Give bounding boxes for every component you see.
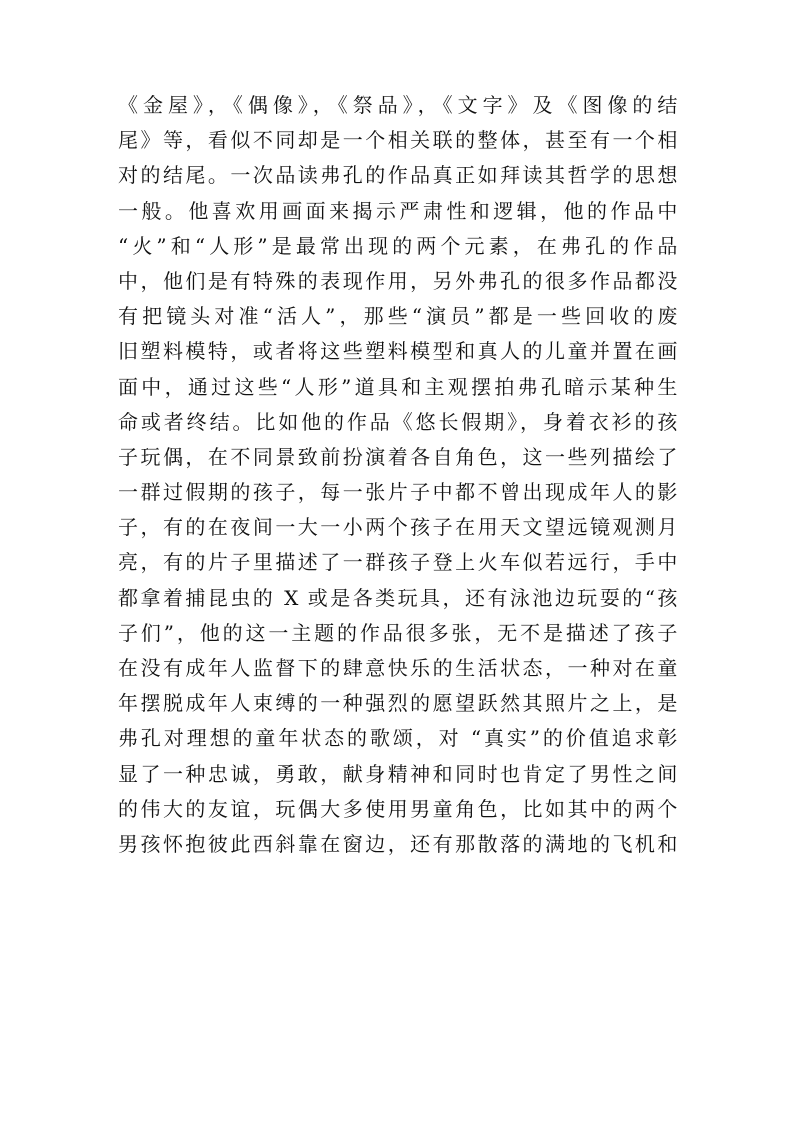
- body-paragraph: [118, 88, 678, 862]
- text-line: 在没有成年人监督下的肆意快乐的生活状态，一种对在童: [118, 656, 678, 680]
- text-line: 显了一种忠诚，勇敢，献身精神和同时也肯定了男性之间: [118, 761, 678, 786]
- text-line: 中，他们是有特殊的表现作用，另外弗孔的很多作品都没: [118, 268, 678, 293]
- text-line: 命或者终结。比如他的作品《悠长假期》，身着衣衫的孩: [118, 409, 678, 434]
- text-line: 年摆脱成年人束缚的一种强烈的愿望跃然其照片之上，是: [118, 691, 678, 716]
- text-line: 面中，通过这些“人形”道具和主观摆拍弗孔暗示某种生: [118, 374, 678, 399]
- text-line: 都拿着捕昆虫的 X 或是各类玩具，还有泳池边玩耍的“孩: [118, 585, 678, 610]
- text-line: 弗孔对理想的童年状态的歌颂，对 “真实”的价值追求彰: [118, 726, 678, 751]
- text-line: “火”和“人形”是最常出现的两个元素，在弗孔的作品: [118, 233, 678, 258]
- text-line: 子，有的在夜间一大一小两个孩子在用天文望远镜观测月: [118, 515, 678, 540]
- text-line: 子玩偶，在不同景致前扮演着各自角色，这一些列描绘了: [118, 444, 678, 469]
- text-line: 男孩怀抱彼此西斜靠在窗边，还有那散落的满地的飞机和: [118, 831, 678, 856]
- text-line: 《金屋》，《偶像》，《祭品》，《文字》及《图像的结: [118, 93, 678, 117]
- text-line: 一群过假期的孩子，每一张片子中都不曾出现成年人的影: [118, 480, 678, 505]
- text-line: 一般。他喜欢用画面来揭示严肃性和逻辑，他的作品中: [118, 198, 678, 223]
- text-line: 的伟大的友谊，玩偶大多使用男童角色，比如其中的两个: [118, 796, 678, 821]
- text-line: 尾》等，看似不同却是一个相关联的整体，甚至有一个相: [118, 128, 678, 153]
- text-line: 对的结尾。一次品读弗孔的作品真正如拜读其哲学的思想: [118, 163, 678, 188]
- text-line: 有把镜头对准“活人”，那些“演员”都是一些回收的废: [118, 304, 678, 329]
- text-line: 亮，有的片子里描述了一群孩子登上火车似若远行，手中: [118, 550, 678, 575]
- text-line: 子们”，他的这一主题的作品很多张，无不是描述了孩子: [118, 620, 678, 645]
- text-line: 旧塑料模特，或者将这些塑料模型和真人的儿童并置在画: [118, 339, 678, 364]
